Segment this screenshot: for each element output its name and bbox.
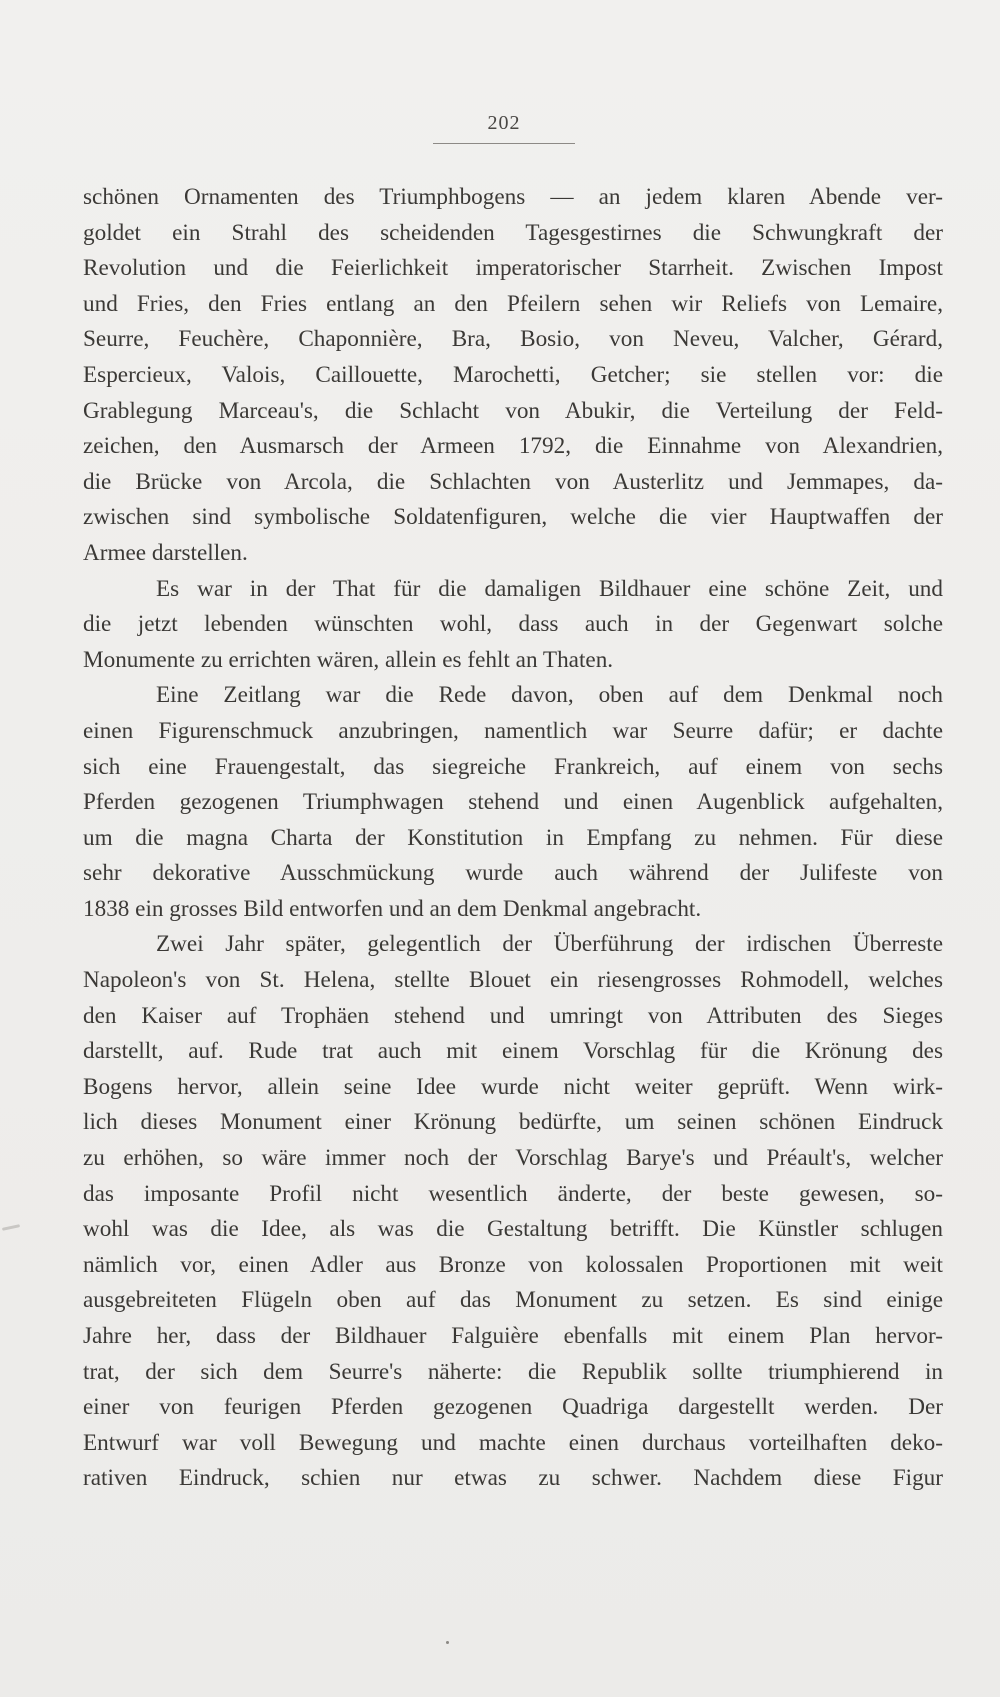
text-line: Zwei Jahr später, gelegentlich der Überführung der irdischen Überreste — [156, 931, 943, 958]
text-line: sehr dekorative Ausschmückung wurde auch während der Julifeste von — [83, 860, 943, 887]
text-line: Grablegung Marceau's, die Schlacht von Abukir, die Verteilung der Feld- — [83, 397, 943, 424]
text-line: darstellt, auf. Rude trat auch mit einem Vorschlag für die Krönung des — [83, 1038, 943, 1065]
paragraph-3 — [83, 678, 943, 927]
page-number-rule — [433, 143, 575, 144]
text-line: nämlich vor, einen Adler aus Bronze von kolossalen Proportionen mit weit — [83, 1251, 943, 1278]
page-number: 202 — [487, 112, 521, 134]
text-line: Monumente zu errichten wären, allein es fehlt an Thaten. — [83, 646, 614, 673]
text-line: goldet ein Strahl des scheidenden Tagesgestirnes die Schwungkraft der — [83, 219, 943, 246]
text-line: den Kaiser auf Trophäen stehend und umringt von Attributen des Sieges — [83, 1002, 943, 1029]
text-line: lich dieses Monument einer Krönung bedürfte, um seinen schönen Eindruck — [83, 1109, 943, 1136]
paragraph-2 — [83, 572, 943, 679]
text-line: rativen Eindruck, schien nur etwas zu schwer. Nachdem diese Figur — [83, 1465, 943, 1492]
paper-mark — [2, 1224, 20, 1231]
text-line: schönen Ornamenten des Triumphbogens — an jedem klaren Abende ver- — [83, 184, 943, 210]
text-line: Seurre, Feuchère, Chaponnière, Bra, Bosio, von Neveu, Valcher, Gérard, — [83, 326, 943, 353]
text-line: einen Figurenschmuck anzubringen, namentlich war Seurre dafür; er dachte — [83, 717, 943, 744]
text-line: Jahre her, dass der Bildhauer Falguière ebenfalls mit einem Plan hervor- — [83, 1323, 943, 1349]
text-line: Napoleon's von St. Helena, stellte Blouet ein riesengrosses Rohmodell, welches — [83, 967, 943, 994]
text-line: Armee darstellen. — [83, 539, 248, 566]
text-line: Espercieux, Valois, Caillouette, Marochetti, Getcher; sie stellen vor: die — [83, 361, 943, 388]
text-line: zeichen, den Ausmarsch der Armeen 1792, die Einnahme von Alexandrien, — [83, 433, 943, 460]
paragraph-1 — [83, 180, 943, 572]
text-line: trat, der sich dem Seurre's näherte: die Republik sollte triumphierend in — [83, 1358, 943, 1385]
text-line: Revolution und die Feierlichkeit imperatorischer Starrheit. Zwischen Impost — [83, 255, 943, 282]
text-line: sich eine Frauengestalt, das siegreiche Frankreich, auf einem von sechs — [83, 753, 943, 780]
text-line: Pferden gezogenen Triumphwagen stehend und einen Augenblick aufgehalten, — [83, 789, 943, 816]
body-text — [83, 180, 943, 1497]
text-line: Eine Zeitlang war die Rede davon, oben auf dem Denkmal noch — [156, 682, 943, 709]
text-line: ausgebreiteten Flügeln oben auf das Monument zu setzen. Es sind einige — [83, 1287, 943, 1314]
paragraph-4 — [83, 927, 943, 1497]
paper-speck — [446, 1641, 449, 1644]
text-line: die Brücke von Arcola, die Schlachten von Austerlitz und Jemmapes, da- — [83, 468, 943, 495]
text-line: zu erhöhen, so wäre immer noch der Vorschlag Barye's und Préault's, welcher — [83, 1145, 943, 1172]
text-line: zwischen sind symbolische Soldatenfiguren, welche die vier Hauptwaffen der — [83, 504, 943, 531]
text-line: die jetzt lebenden wünschten wohl, dass auch in der Gegenwart solche — [83, 611, 943, 638]
text-line: wohl was die Idee, als was die Gestaltung betrifft. Die Künstler schlugen — [83, 1216, 943, 1243]
text-line: das imposante Profil nicht wesentlich änderte, der beste gewesen, so- — [83, 1180, 943, 1207]
text-line: Es war in der That für die damaligen Bildhauer eine schöne Zeit, und — [156, 575, 943, 602]
text-line: 1838 ein grosses Bild entworfen und an dem Denkmal angebracht. — [83, 895, 702, 922]
text-line: Entwurf war voll Bewegung und machte einen durchaus vorteilhaften deko- — [83, 1429, 943, 1456]
text-line: um die magna Charta der Konstitution in Empfang zu nehmen. Für diese — [83, 824, 943, 851]
text-line: Bogens hervor, allein seine Idee wurde nicht weiter geprüft. Wenn wirk- — [83, 1073, 943, 1100]
text-line: einer von feurigen Pferden gezogenen Quadriga dargestellt werden. Der — [83, 1394, 943, 1421]
text-line: und Fries, den Fries entlang an den Pfeilern sehen wir Reliefs von Lemaire, — [83, 290, 943, 317]
